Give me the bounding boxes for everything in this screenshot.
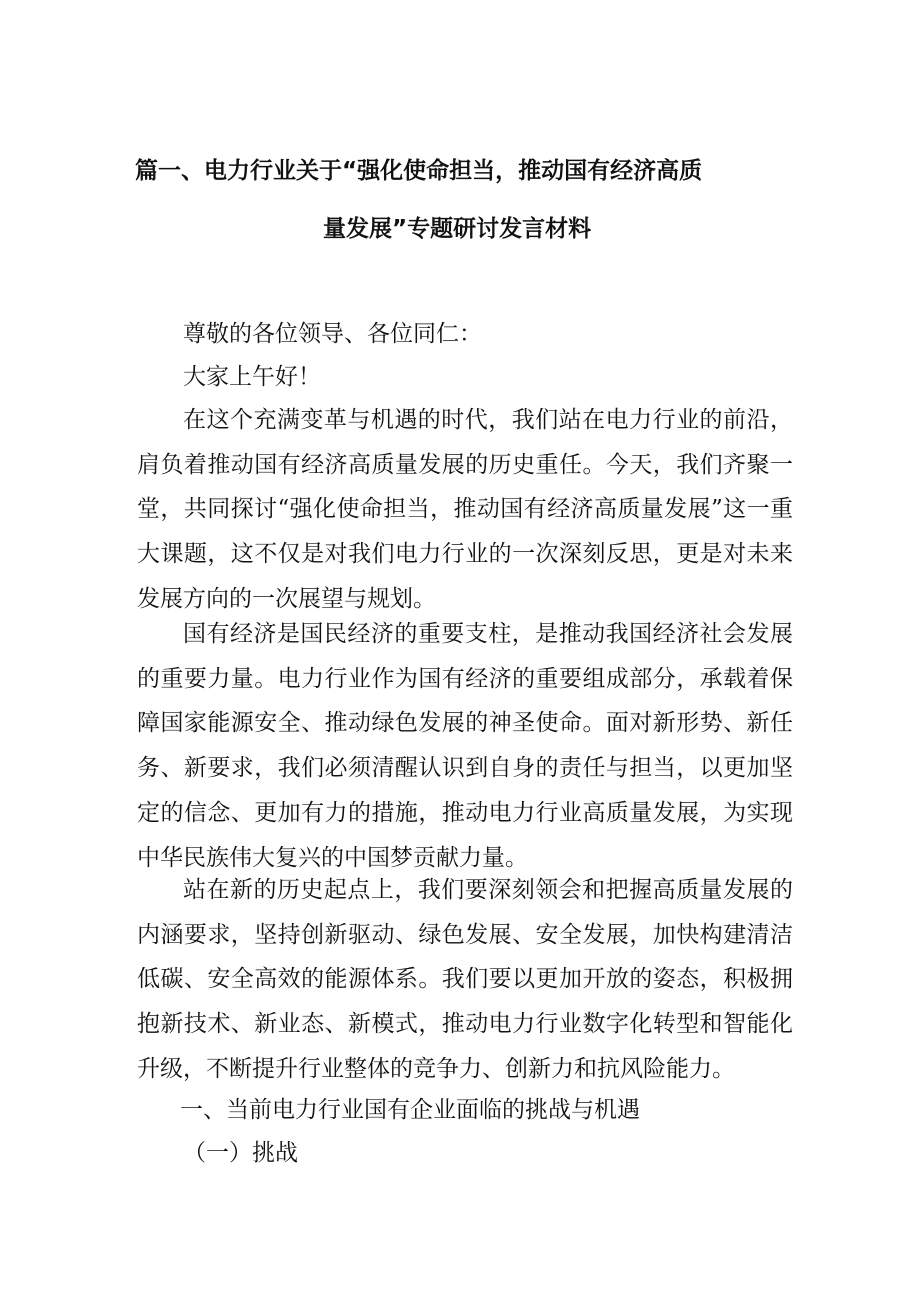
body-paragraph-1: 在这个充满变革与机遇的时代，我们站在电力行业的前沿，肩负着推动国有经济高质量发展的历史重任。今天，我们齐聚一堂，共同探讨“强化使命担当，推动国有经济高质量发展”这一重大课题，这不仅是对我们电力行业的一次深刻反思，更是对未来发展方向的一次展望与规划。 (137, 407, 793, 612)
section-heading: 一、当前电力行业国有企业面临的挑战与机遇 (180, 1097, 640, 1123)
document-title-line-2: 量发展”专题研讨发言材料 (323, 216, 592, 242)
body-paragraph-2: 国有经济是国民经济的重要支柱，是推动我国经济社会发展的重要力量。电力行业作为国有经济的重要组成部分，承载着保障国家能源安全、推动绿色发展的神圣使命。面对新形势、新任务、新要求，我们必须清醒认识到自身的责任与担当，以更加坚定的信念、更加有力的措施，推动电力行业高质量发展，为实现中华民族伟大复兴的中国梦贡献力量。 (137, 621, 793, 871)
subsection-heading: （一）挑战 (183, 1140, 298, 1166)
greeting-salutation: 尊敬的各位领导、各位同仁： (183, 321, 482, 347)
document-title-line-1: 篇一、电力行业关于“强化使命担当，推动国有经济高质 (135, 158, 703, 184)
greeting-hello: 大家上午好！ (183, 364, 321, 390)
body-paragraph-3: 站在新的历史起点上，我们要深刻领会和把握高质量发展的内涵要求，坚持创新驱动、绿色发展、安全发展，加快构建清洁低碳、安全高效的能源体系。我们要以更加开放的姿态，积极拥抱新技术、新业态、新模式，推动电力行业数字化转型和智能化升级，不断提升行业整体的竞争力、创新力和抗风险能力。 (137, 877, 793, 1082)
